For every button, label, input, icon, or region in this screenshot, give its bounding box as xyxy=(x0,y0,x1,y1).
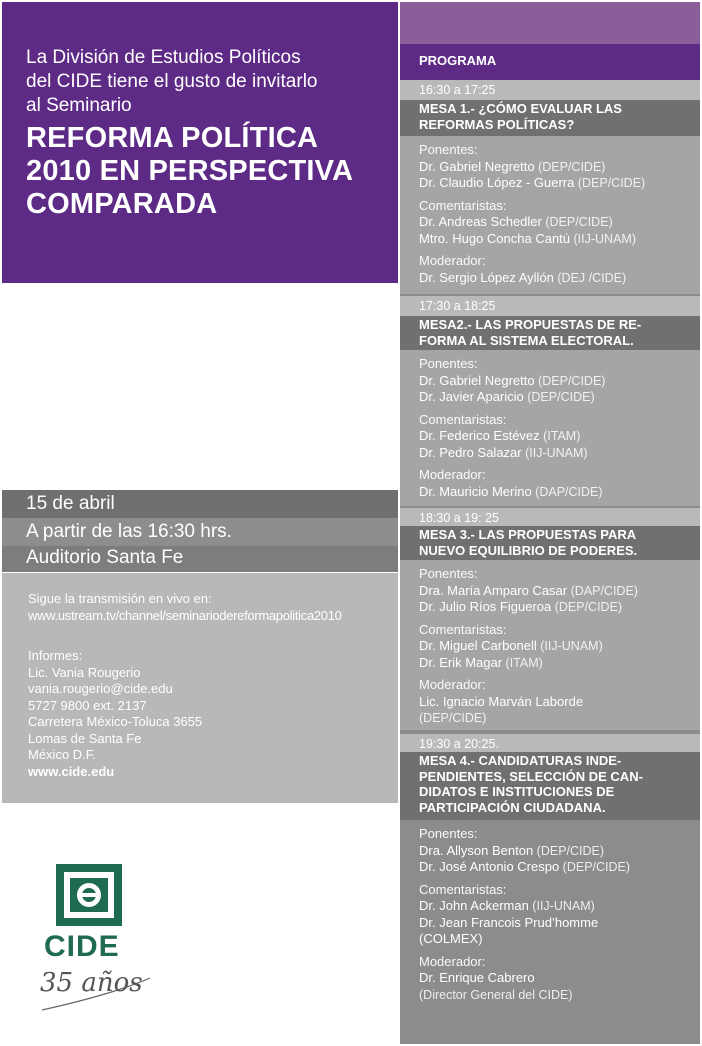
participant xyxy=(419,389,700,406)
role-label: Ponentes: xyxy=(419,826,478,841)
mesa-2-title xyxy=(400,316,700,350)
participant-name: Dr. Mauricio Merino xyxy=(419,483,532,499)
participant xyxy=(419,231,700,248)
mesa-2-title-line: FORMA AL SISTEMA ELECTORAL. xyxy=(419,332,634,348)
role-label: Comentaristas: xyxy=(419,881,507,897)
participant-name: (COLMEX) xyxy=(419,931,483,946)
program-top-strip xyxy=(400,2,700,44)
info-panel xyxy=(2,573,398,803)
role-label: Comentaristas: xyxy=(419,197,507,213)
stream-link[interactable]: www.ustream.tv/channel/seminariodereformapolitica2010 xyxy=(28,607,342,623)
program-heading: PROGRAMA xyxy=(400,44,700,80)
intro-line-1: La División de Estudios Políticos xyxy=(26,47,301,68)
participant xyxy=(419,859,700,876)
mesa-1-participants xyxy=(400,136,700,294)
participant-affiliation: (DEP/CIDE) xyxy=(534,159,606,174)
participant xyxy=(419,931,700,948)
info-phone: 5727 9800 ext. 2137 xyxy=(28,697,147,713)
info-line: Informes: xyxy=(28,648,83,663)
mesa-4-time: 19:30 a 20:25. xyxy=(400,734,700,752)
info-address-2: Lomas de Santa Fe xyxy=(28,730,142,746)
participant-name: Dr. Claudio López - Guerra xyxy=(419,175,575,190)
participant xyxy=(419,655,700,672)
participant-name: Dr. Gabriel Negretto xyxy=(419,158,535,174)
website-link[interactable]: www.cide.edu xyxy=(28,763,115,779)
mesa-2-time: 17:30 a 18:25 xyxy=(400,296,700,316)
participant-name: Dr. José Antonio Crespo xyxy=(419,859,560,874)
mesa-1-title-line: MESA 1.- ¿CÓMO EVALUAR LAS xyxy=(419,101,622,116)
participant xyxy=(419,428,700,445)
participant-name: Dra. Allyson Benton xyxy=(419,842,534,858)
mesa-4-title-line: DIDATOS E INSTITUCIONES DE xyxy=(419,784,615,799)
role-label: Ponentes: xyxy=(419,356,478,371)
participant-name: Dra. María Amparo Casar xyxy=(419,582,568,598)
mesa-4-title-line: PENDIENTES, SELECCIÓN DE CAN- xyxy=(419,768,643,784)
mesa-1-title xyxy=(400,100,700,136)
participant xyxy=(419,445,700,462)
mesa-2-participants xyxy=(400,350,700,506)
participant xyxy=(419,270,700,287)
role-label: Ponentes: xyxy=(419,566,478,581)
info-address-3: México D.F. xyxy=(28,747,96,762)
mesa-3-time: 18:30 a 19: 25 xyxy=(400,508,700,526)
mesa-4-title xyxy=(400,752,700,820)
mesa-2-title-line: MESA2.- LAS PROPUESTAS DE RE- xyxy=(419,317,642,332)
participant-affiliation: (DEP/CIDE) xyxy=(551,600,623,614)
role-label: Moderador: xyxy=(419,253,486,268)
participant-affiliation: (DEP/CIDE) xyxy=(533,843,605,858)
mesa-1-time: 16:30 a 17:25 xyxy=(400,80,700,100)
participant-name: Dr. Andreas Schedler xyxy=(419,214,542,229)
participant-name: Dr. John Ackerman xyxy=(419,898,529,913)
event-time: A partir de las 16:30 hrs. xyxy=(2,518,398,546)
mesa-3-title-line: MESA 3.- LAS PROPUESTAS PARA xyxy=(419,527,637,542)
participant-affiliation: (ITAM) xyxy=(502,655,543,670)
mesa-3-title xyxy=(400,526,700,560)
seminar-title-line-1: REFORMA POLÍTICA xyxy=(26,122,319,154)
intro-line-3: al Seminario xyxy=(26,95,132,116)
participant xyxy=(419,843,700,860)
participant xyxy=(419,373,700,390)
info-email[interactable]: vania.rougerio@cide.edu xyxy=(28,681,173,696)
participant-name: Dr. Jean Francois Prud’homme xyxy=(419,914,599,930)
participant-affiliation: (ITAM) xyxy=(539,429,581,443)
participant-name: Dr. Sergio López Ayllón xyxy=(419,269,554,285)
participant xyxy=(419,599,700,616)
participant xyxy=(419,214,700,231)
role-label: Moderador: xyxy=(419,953,486,969)
participant-affiliation: (DAP/CIDE) xyxy=(567,583,638,598)
participant xyxy=(419,987,700,1004)
info-contact-name: Lic. Vania Rougerio xyxy=(28,664,141,680)
participant xyxy=(419,898,700,915)
participant-affiliation: (DEP/CIDE) xyxy=(534,373,606,388)
mesa-3-participants xyxy=(400,560,700,730)
participant-name: Dr. Enrique Cabrero xyxy=(419,970,535,985)
participant-affiliation: (IIJ-UNAM) xyxy=(528,899,595,913)
participant-affiliation: (DAP/CIDE) xyxy=(531,484,603,499)
participant-affiliation: (DEP/CIDE) xyxy=(541,215,613,229)
participant xyxy=(419,694,700,711)
participant-affiliation: (DEP/CIDE) xyxy=(574,176,646,190)
participant-name: Lic. Ignacio Marván Laborde xyxy=(419,693,584,709)
logo-anniversary: 35 años xyxy=(40,968,143,998)
participant xyxy=(419,583,700,600)
participant-affiliation: (DEJ /CIDE) xyxy=(553,270,627,285)
logo-wordmark: CIDE xyxy=(44,930,120,963)
intro-line-2: del CIDE tiene el gusto de invitarlo xyxy=(26,71,318,92)
participant-name: Dr. Julio Ríos Figueroa xyxy=(419,599,552,614)
seminar-title-line-3: COMPARADA xyxy=(26,188,218,220)
participant-affiliation: (Director General del CIDE) xyxy=(419,987,573,1002)
participant xyxy=(419,710,700,727)
participant-name: Dr. Federico Estévez xyxy=(419,428,540,443)
mesa-4-title-line: MESA 4.- CANDIDATURAS INDE- xyxy=(419,753,622,768)
participant-name: Mtro. Hugo Concha Cantú xyxy=(419,230,571,246)
participant xyxy=(419,484,700,501)
mesa-3-title-line: NUEVO EQUILIBRIO DE PODERES. xyxy=(419,542,638,558)
event-date: 15 de abril xyxy=(2,490,398,518)
participant-affiliation: (DEP/CIDE) xyxy=(559,860,631,874)
mesa-4-participants xyxy=(400,820,700,1000)
participant-affiliation: (IIJ-UNAM) xyxy=(521,445,588,460)
info-address-1: Carretera México-Toluca 3655 xyxy=(28,714,203,729)
participant-name: Dr. Javier Aparicio xyxy=(419,389,524,404)
stream-heading: Sigue la transmisión en vivo en: xyxy=(28,591,212,606)
participant-affiliation: (DEP/CIDE) xyxy=(523,390,595,404)
role-label: Ponentes: xyxy=(419,142,478,157)
participant-name: Dr. Miguel Carbonell xyxy=(419,638,537,653)
participant xyxy=(419,915,700,932)
participant-name: Dr. Erik Magar xyxy=(419,654,503,670)
participant xyxy=(419,159,700,176)
event-venue: Auditorio Santa Fe xyxy=(2,546,398,572)
mesa-1-title-line: REFORMAS POLÍTICAS? xyxy=(419,116,575,132)
participant xyxy=(419,175,700,192)
role-label: Comentaristas: xyxy=(419,411,507,427)
participant xyxy=(419,638,700,655)
role-label: Moderador: xyxy=(419,467,486,482)
participant-affiliation: (IIJ-UNAM) xyxy=(570,231,636,246)
participant-affiliation: (DEP/CIDE) xyxy=(419,711,487,725)
hero-panel xyxy=(2,2,398,283)
seminar-title-line-2: 2010 EN PERSPECTIVA xyxy=(26,155,354,187)
mesa-4-title-line: PARTICIPACIÓN CIUDADANA. xyxy=(419,799,606,815)
participant-name: Dr. Gabriel Negretto xyxy=(419,372,535,388)
participant xyxy=(419,970,700,987)
participant-affiliation: (IIJ-UNAM) xyxy=(536,639,603,653)
role-label: Moderador: xyxy=(419,677,486,692)
role-label: Comentaristas: xyxy=(419,621,507,637)
participant-name: Dr. Pedro Salazar xyxy=(419,444,522,460)
